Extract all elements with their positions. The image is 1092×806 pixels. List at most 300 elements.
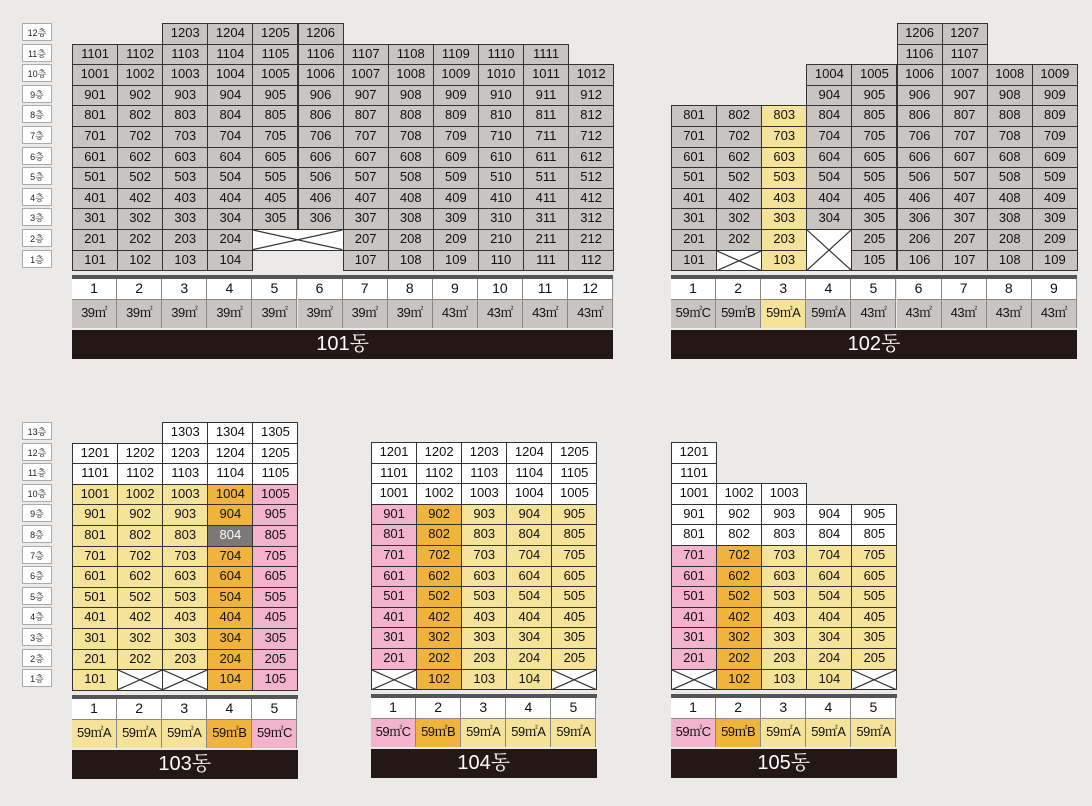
unit-cell: 407: [942, 188, 988, 210]
line-number: 8: [388, 279, 433, 300]
unit-type: 59㎡C: [371, 719, 416, 747]
unit-cell: 1005: [851, 64, 897, 86]
unit-type: 59㎡B: [716, 719, 761, 747]
unit-cell: 1107: [343, 44, 389, 66]
unit-type: 59㎡C: [671, 300, 716, 328]
unit-cell: 302: [416, 627, 462, 649]
line-number: 11: [523, 279, 568, 300]
unit-cell: 1102: [117, 44, 163, 66]
unit-cell: 810: [478, 105, 524, 127]
unit-cell: 804: [207, 105, 253, 127]
unit-cell: 411: [523, 188, 569, 210]
unit-type: 59㎡C: [252, 720, 297, 748]
unit-cell: 703: [162, 126, 208, 148]
unit-type: 43㎡: [851, 300, 896, 328]
line-number: 3: [461, 698, 506, 719]
unit-cell: 505: [851, 586, 897, 608]
unit-cell: 602: [716, 566, 762, 588]
unit-type: 43㎡: [987, 300, 1032, 328]
line-number: 1: [72, 279, 117, 300]
unit-cell: 1201: [72, 443, 118, 465]
unit-cell: 201: [72, 229, 118, 251]
unit-unavailable: [371, 669, 417, 691]
unit-cell: 309: [433, 208, 479, 230]
unit-cell: 903: [761, 504, 807, 526]
unit-cell: 103: [761, 669, 807, 691]
unit-cell: 311: [523, 208, 569, 230]
unit-cell: 905: [252, 85, 298, 107]
unit-cell: 308: [388, 208, 434, 230]
unit-cell: 1107: [942, 44, 988, 66]
unit-cell: 1203: [162, 443, 208, 465]
unit-cell: 612: [568, 147, 614, 169]
unit-cell: 506: [897, 167, 943, 189]
unit-cell: 405: [551, 607, 597, 629]
unit-unavailable: [806, 229, 852, 271]
unit-cell: 801: [371, 524, 417, 546]
unit-cell: 1206: [298, 23, 344, 45]
unit-unavailable: [851, 669, 897, 691]
unit-cell: 509: [1032, 167, 1078, 189]
floor-label: 6층: [22, 566, 52, 584]
floor-label: 6층: [22, 147, 52, 165]
unit-cell: 912: [568, 85, 614, 107]
unit-cell: 709: [1032, 126, 1078, 148]
unit-cell: 807: [343, 105, 389, 127]
unit-cell: 802: [117, 105, 163, 127]
unit-cell: 1102: [117, 463, 163, 485]
floor-label: 9층: [22, 85, 52, 103]
unit-type: 39㎡: [343, 300, 388, 328]
line-number: 7: [343, 279, 388, 300]
unit-cell: 801: [72, 105, 118, 127]
unit-type: 39㎡: [388, 300, 433, 328]
unit-cell: 902: [716, 504, 762, 526]
unit-cell: 705: [252, 546, 298, 568]
floor-label: 4층: [22, 607, 52, 625]
line-number: 9: [433, 279, 478, 300]
unit-cell: 704: [806, 126, 852, 148]
unit-cell: 506: [298, 167, 344, 189]
unit-type: 59㎡B: [207, 720, 252, 748]
unit-type: 39㎡: [162, 300, 207, 328]
unit-cell: 604: [506, 566, 552, 588]
unit-type: 43㎡: [523, 300, 568, 328]
unit-cell: 307: [942, 208, 988, 230]
floor-label: 13층: [22, 422, 52, 440]
unit-cell: 1205: [252, 23, 298, 45]
unit-cell: 805: [252, 105, 298, 127]
unit-cell: 1204: [207, 23, 253, 45]
unit-cell: 403: [761, 607, 807, 629]
unit-cell: 1101: [72, 44, 118, 66]
unit-cell: 703: [761, 126, 807, 148]
unit-cell: 602: [117, 147, 163, 169]
unit-cell: 1305: [252, 422, 298, 444]
unit-cell: 1304: [207, 422, 253, 444]
building-name: 102동: [671, 330, 1077, 359]
unit-cell: 204: [506, 648, 552, 670]
unit-cell: 1002: [716, 483, 762, 505]
unit-unavailable: [162, 669, 208, 691]
unit-cell: 1003: [761, 483, 807, 505]
unit-cell: 305: [551, 627, 597, 649]
unit-cell: 1105: [551, 463, 597, 485]
unit-cell: 1004: [207, 64, 253, 86]
unit-cell: 301: [72, 628, 118, 650]
unit-cell: 802: [416, 524, 462, 546]
unit-cell: 409: [1032, 188, 1078, 210]
unit-cell: 109: [433, 250, 479, 272]
unit-type: 39㎡: [252, 300, 297, 328]
unit-cell: 1005: [551, 483, 597, 505]
unit-cell: 508: [388, 167, 434, 189]
unit-cell: 504: [806, 167, 852, 189]
unit-cell: 203: [761, 229, 807, 251]
unit-cell: 1012: [568, 64, 614, 86]
unit-cell: 1002: [117, 484, 163, 506]
unit-cell: 708: [987, 126, 1033, 148]
unit-cell: 401: [671, 607, 717, 629]
line-number: 5: [252, 279, 297, 300]
unit-cell: 711: [523, 126, 569, 148]
unit-cell: 502: [117, 587, 163, 609]
unit-cell: 804: [207, 525, 253, 547]
unit-cell: 511: [523, 167, 569, 189]
unit-cell: 1111: [523, 44, 569, 66]
unit-cell: 709: [433, 126, 479, 148]
floor-label: 7층: [22, 126, 52, 144]
line-number: 4: [207, 279, 252, 300]
unit-cell: 909: [433, 85, 479, 107]
unit-cell: 907: [343, 85, 389, 107]
unit-cell: 301: [671, 627, 717, 649]
unit-cell: 703: [461, 545, 507, 567]
unit-cell: 906: [897, 85, 943, 107]
unit-cell: 103: [162, 250, 208, 272]
unit-cell: 105: [851, 250, 897, 272]
line-number: 1: [671, 279, 716, 300]
line-number: 4: [207, 699, 252, 720]
unit-cell: 1202: [117, 443, 163, 465]
unit-type: 43㎡: [478, 300, 523, 328]
building-name: 103동: [72, 750, 298, 779]
unit-cell: 204: [207, 649, 253, 671]
unit-cell: 1104: [207, 463, 253, 485]
unit-cell: 701: [671, 126, 717, 148]
unit-cell: 701: [72, 546, 118, 568]
unit-cell: 902: [117, 85, 163, 107]
unit-cell: 404: [207, 607, 253, 629]
unit-cell: 204: [806, 648, 852, 670]
unit-cell: 308: [987, 208, 1033, 230]
unit-cell: 202: [716, 648, 762, 670]
unit-type: 43㎡: [433, 300, 478, 328]
unit-cell: 502: [117, 167, 163, 189]
unit-cell: 1103: [461, 463, 507, 485]
unit-cell: 1005: [252, 484, 298, 506]
unit-cell: 210: [478, 229, 524, 251]
unit-cell: 305: [851, 208, 897, 230]
unit-cell: 603: [162, 147, 208, 169]
unit-cell: 501: [671, 167, 717, 189]
line-number: 5: [551, 698, 596, 719]
unit-cell: 408: [987, 188, 1033, 210]
unit-cell: 1207: [942, 23, 988, 45]
unit-cell: 501: [72, 587, 118, 609]
unit-cell: 1105: [252, 463, 298, 485]
unit-cell: 704: [806, 545, 852, 567]
unit-cell: 404: [806, 607, 852, 629]
unit-cell: 208: [388, 229, 434, 251]
unit-cell: 704: [207, 126, 253, 148]
unit-cell: 208: [987, 229, 1033, 251]
unit-cell: 102: [416, 669, 462, 691]
line-number: 3: [761, 698, 806, 719]
unit-cell: 502: [716, 167, 762, 189]
unit-cell: 204: [207, 229, 253, 251]
unit-cell: 403: [162, 607, 208, 629]
line-number: 5: [851, 698, 896, 719]
line-number: 1: [72, 699, 117, 720]
unit-cell: 508: [987, 167, 1033, 189]
unit-cell: 312: [568, 208, 614, 230]
unit-cell: 505: [252, 587, 298, 609]
unit-cell: 703: [761, 545, 807, 567]
unit-cell: 1002: [416, 483, 462, 505]
unit-cell: 603: [761, 147, 807, 169]
line-number: 7: [942, 279, 987, 300]
unit-cell: 203: [761, 648, 807, 670]
unit-cell: 305: [252, 628, 298, 650]
unit-cell: 408: [388, 188, 434, 210]
line-number: 1: [671, 698, 716, 719]
unit-cell: 601: [671, 566, 717, 588]
unit-cell: 404: [506, 607, 552, 629]
unit-cell: 207: [942, 229, 988, 251]
unit-cell: 205: [551, 648, 597, 670]
unit-cell: 207: [343, 229, 389, 251]
unit-cell: 303: [162, 208, 208, 230]
unit-cell: 1104: [207, 44, 253, 66]
line-number: 2: [117, 279, 162, 300]
unit-cell: 504: [806, 586, 852, 608]
unit-cell: 603: [162, 566, 208, 588]
floor-label: 10층: [22, 64, 52, 82]
unit-cell: 1110: [478, 44, 524, 66]
unit-cell: 304: [207, 208, 253, 230]
unit-cell: 502: [416, 586, 462, 608]
unit-cell: 805: [252, 525, 298, 547]
unit-cell: 1101: [72, 463, 118, 485]
floor-label: 7층: [22, 546, 52, 564]
unit-cell: 608: [388, 147, 434, 169]
unit-cell: 1303: [162, 422, 208, 444]
unit-cell: 303: [761, 627, 807, 649]
unit-cell: 505: [252, 167, 298, 189]
unit-cell: 1101: [671, 463, 717, 485]
unit-cell: 412: [568, 188, 614, 210]
unit-cell: 101: [671, 250, 717, 272]
unit-cell: 405: [252, 188, 298, 210]
unit-cell: 202: [117, 649, 163, 671]
unit-cell: 405: [851, 188, 897, 210]
unit-cell: 705: [551, 545, 597, 567]
unit-cell: 1205: [551, 442, 597, 464]
unit-cell: 212: [568, 229, 614, 251]
unit-cell: 607: [343, 147, 389, 169]
unit-cell: 106: [897, 250, 943, 272]
unit-cell: 606: [298, 147, 344, 169]
unit-cell: 611: [523, 147, 569, 169]
line-number: 6: [298, 279, 343, 300]
unit-cell: 601: [72, 147, 118, 169]
floor-label: 9층: [22, 504, 52, 522]
unit-cell: 905: [851, 504, 897, 526]
unit-cell: 203: [461, 648, 507, 670]
unit-cell: 404: [806, 188, 852, 210]
unit-type: 59㎡A: [506, 719, 551, 747]
unit-cell: 1006: [897, 64, 943, 86]
unit-cell: 1003: [461, 483, 507, 505]
unit-cell: 112: [568, 250, 614, 272]
unit-cell: 104: [207, 250, 253, 272]
unit-cell: 605: [551, 566, 597, 588]
unit-type: 43㎡: [1032, 300, 1077, 328]
unit-cell: 1008: [987, 64, 1033, 86]
unit-cell: 1007: [942, 64, 988, 86]
unit-type: 59㎡A: [72, 720, 117, 748]
unit-cell: 609: [1032, 147, 1078, 169]
floor-label: 8층: [22, 525, 52, 543]
unit-cell: 209: [1032, 229, 1078, 251]
unit-cell: 402: [416, 607, 462, 629]
unit-cell: 809: [433, 105, 479, 127]
unit-cell: 410: [478, 188, 524, 210]
unit-cell: 702: [716, 126, 762, 148]
unit-cell: 704: [207, 546, 253, 568]
unit-cell: 503: [162, 167, 208, 189]
unit-cell: 909: [1032, 85, 1078, 107]
unit-cell: 603: [761, 566, 807, 588]
line-number: 6: [897, 279, 942, 300]
unit-cell: 402: [117, 607, 163, 629]
unit-cell: 401: [72, 188, 118, 210]
unit-unavailable: [671, 669, 717, 691]
line-number: 4: [806, 698, 851, 719]
unit-cell: 503: [461, 586, 507, 608]
line-number: 4: [806, 279, 851, 300]
unit-cell: 1001: [671, 483, 717, 505]
line-number: 2: [117, 699, 162, 720]
unit-cell: 601: [72, 566, 118, 588]
line-number: 2: [416, 698, 461, 719]
line-number: 5: [252, 699, 297, 720]
unit-cell: 607: [942, 147, 988, 169]
unit-cell: 201: [371, 648, 417, 670]
floor-label: 5층: [22, 167, 52, 185]
unit-cell: 303: [761, 208, 807, 230]
unit-cell: 1004: [207, 484, 253, 506]
line-number: 8: [987, 279, 1032, 300]
unit-cell: 806: [298, 105, 344, 127]
unit-cell: 103: [461, 669, 507, 691]
unit-cell: 111: [523, 250, 569, 272]
unit-cell: 201: [671, 648, 717, 670]
unit-cell: 802: [117, 525, 163, 547]
unit-cell: 605: [252, 147, 298, 169]
unit-cell: 1003: [162, 484, 208, 506]
line-number: 1: [371, 698, 416, 719]
unit-type: 59㎡A: [761, 300, 806, 328]
unit-cell: 504: [506, 586, 552, 608]
unit-cell: 512: [568, 167, 614, 189]
unit-cell: 102: [716, 669, 762, 691]
unit-cell: 1002: [117, 64, 163, 86]
unit-cell: 202: [716, 229, 762, 251]
unit-cell: 110: [478, 250, 524, 272]
unit-cell: 803: [761, 105, 807, 127]
unit-cell: 509: [433, 167, 479, 189]
unit-type: 39㎡: [207, 300, 252, 328]
unit-cell: 203: [162, 229, 208, 251]
unit-cell: 803: [162, 525, 208, 547]
unit-cell: 205: [851, 648, 897, 670]
unit-cell: 102: [117, 250, 163, 272]
unit-unavailable: [716, 250, 762, 272]
unit-cell: 302: [117, 208, 163, 230]
unit-cell: 701: [671, 545, 717, 567]
unit-type: 39㎡: [72, 300, 117, 328]
unit-cell: 902: [117, 504, 163, 526]
unit-cell: 707: [942, 126, 988, 148]
unit-cell: 702: [117, 126, 163, 148]
unit-cell: 401: [371, 607, 417, 629]
unit-cell: 601: [671, 147, 717, 169]
unit-cell: 807: [942, 105, 988, 127]
unit-cell: 806: [897, 105, 943, 127]
unit-cell: 901: [671, 504, 717, 526]
unit-cell: 802: [716, 524, 762, 546]
line-number: 2: [716, 279, 761, 300]
line-number: 2: [716, 698, 761, 719]
unit-cell: 403: [761, 188, 807, 210]
floor-label: 12층: [22, 23, 52, 41]
unit-cell: 1108: [388, 44, 434, 66]
unit-cell: 304: [506, 627, 552, 649]
unit-cell: 405: [252, 607, 298, 629]
unit-unavailable: [117, 669, 163, 691]
unit-type: 43㎡: [897, 300, 942, 328]
unit-cell: 712: [568, 126, 614, 148]
unit-cell: 903: [162, 504, 208, 526]
line-number: 4: [506, 698, 551, 719]
unit-cell: 905: [851, 85, 897, 107]
unit-cell: 104: [806, 669, 852, 691]
unit-cell: 302: [117, 628, 163, 650]
unit-cell: 802: [716, 105, 762, 127]
unit-cell: 503: [761, 586, 807, 608]
unit-type: 43㎡: [568, 300, 613, 328]
unit-type: 59㎡A: [761, 719, 806, 747]
unit-type: 59㎡A: [806, 300, 851, 328]
unit-cell: 808: [388, 105, 434, 127]
unit-cell: 301: [371, 627, 417, 649]
unit-cell: 202: [416, 648, 462, 670]
unit-cell: 1201: [671, 442, 717, 464]
unit-cell: 401: [72, 607, 118, 629]
unit-cell: 808: [987, 105, 1033, 127]
